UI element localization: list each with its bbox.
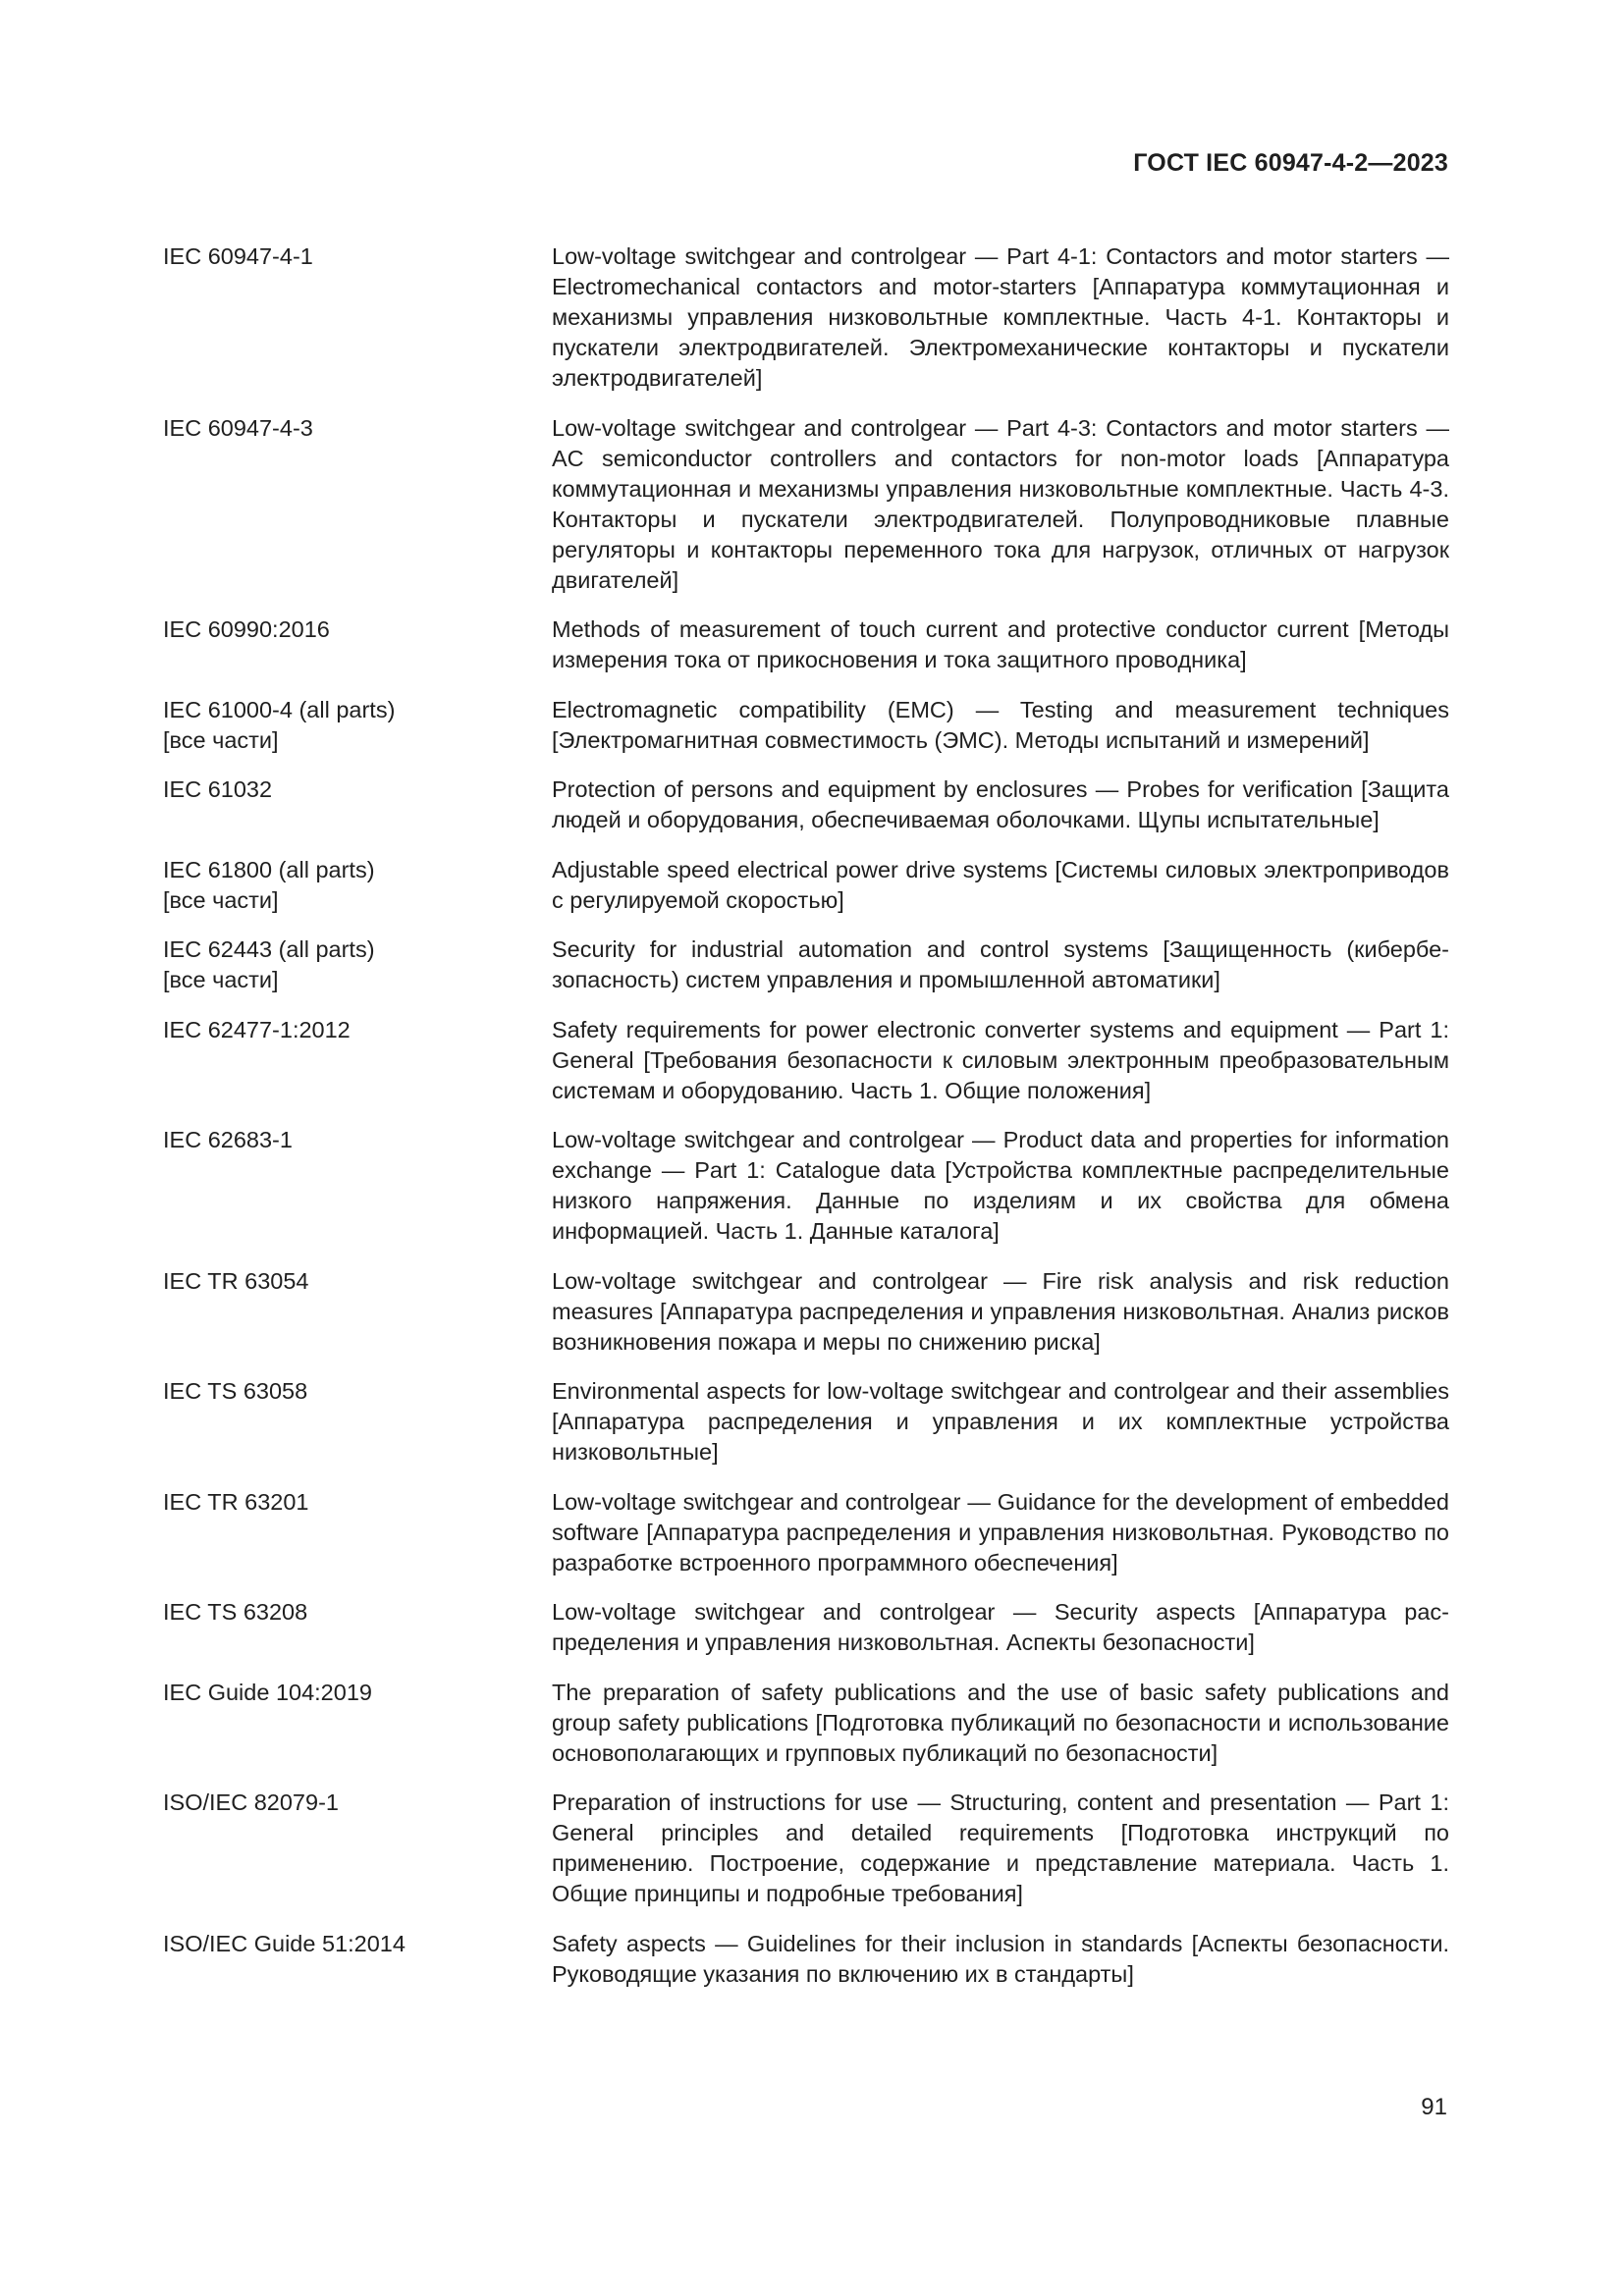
standard-description: The preparation of safety publications and the use of basic safety publications and group safety publications [Подготовка публикаций по безопасности и использование основополагающих и групповых публикаций по безопасности] bbox=[552, 1679, 1449, 1766]
standard-code: IEC 62477-1:2012 bbox=[163, 1016, 351, 1042]
standard-code: IEC 61000-4 (all parts) [все части] bbox=[163, 695, 552, 756]
reference-row bbox=[163, 1266, 1449, 1358]
code-note: [все части] bbox=[163, 967, 279, 992]
standard-code: IEC 62443 (all parts) [все части] bbox=[163, 934, 552, 995]
reference-row bbox=[163, 614, 1449, 675]
standard-description: Low-voltage switchgear and controlgear — Part 4-3: Contactors and motor starters — AC semiconductor controllers and contactors for non-motor loads [Аппаратура коммутационная и механизмы управления низковольтные комплектные. Часть 4-3. Контакторы и пускатели электродвигателей. Полупроводниковые плавные регуляторы и контакторы переменного тока для нагрузок, отличных от нагрузок двигателей] bbox=[552, 414, 1449, 593]
standard-code: IEC 61800 (all parts) [все части] bbox=[163, 855, 552, 916]
standard-description: Low-voltage switchgear and controlgear — Security aspects [Аппаратура распределения и управления низковольтная. Аспекты безопасности] bbox=[552, 1599, 1449, 1655]
standard-code: IEC 60990:2016 bbox=[163, 616, 330, 642]
standard-code: IEC 61032 bbox=[163, 776, 273, 802]
standard-description: Low-voltage switchgear and controlgear — Guidance for the development of embedded software [Аппаратура распределения и управления низковольтная. Руководство по разработке встроенного программного обеспечения] bbox=[552, 1488, 1449, 1575]
standard-code: IEC 60947-4-1 bbox=[163, 243, 313, 269]
standard-description: Protection of persons and equipment by enclosures — Probes for verification [Защита людей и оборудования, обеспечиваемая оболочками. Щупы испытательные] bbox=[552, 776, 1449, 832]
standard-description: Adjustable speed electrical power drive systems [Системы силовых электроприводов с регулируемой скоростью] bbox=[552, 856, 1449, 913]
standard-description: Low-voltage switchgear and controlgear — Product data and properties for information exchange — Part 1: Catalogue data [Устройства комплектные распределительные низкого напряжения. Данные по изделиям и их свойства для обмена информацией. Часть 1. Данные каталога] bbox=[552, 1127, 1449, 1244]
standard-code: IEC 62683-1 bbox=[163, 1127, 293, 1152]
standard-description: Safety aspects — Guidelines for their inclusion in standards [Аспекты безопасности. Руководящие указания по включению их в стандарты] bbox=[552, 1930, 1449, 1987]
standard-code: IEC 60947-4-3 bbox=[163, 414, 313, 441]
reference-row bbox=[163, 1929, 1449, 1990]
standard-code: ISO/IEC 82079-1 bbox=[163, 1789, 339, 1815]
standard-code: IEC Guide 104:2019 bbox=[163, 1679, 372, 1705]
code-note: [все части] bbox=[163, 886, 279, 913]
reference-row bbox=[163, 1015, 1449, 1106]
code-note: [все части] bbox=[163, 726, 279, 753]
reference-row bbox=[163, 695, 1449, 756]
standard-code: IEC TR 63054 bbox=[163, 1267, 309, 1294]
standard-code: ISO/IEC Guide 51:2014 bbox=[163, 1930, 406, 1956]
standard-description: Security for industrial automation and control systems [Защищенность (кибербезопасность) систем управления и промышленной автоматики] bbox=[552, 936, 1449, 992]
reference-row bbox=[163, 1125, 1449, 1247]
reference-row bbox=[163, 1788, 1449, 1909]
standard-code: IEC TS 63058 bbox=[163, 1378, 308, 1404]
standard-description: Environmental aspects for low-voltage switchgear and controlgear and their assemblies [Аппаратура распределения и управления и их комплектные устройства низковольтные] bbox=[552, 1378, 1449, 1465]
standard-description: Preparation of instructions for use — Structuring, content and presentation — Part 1: General principles and detailed requirements [Подготовка инструкций по применению. Построение, содержание и представление материала. Часть 1. Общие принципы и подробные требования] bbox=[552, 1789, 1449, 1906]
reference-row bbox=[163, 1487, 1449, 1578]
reference-row bbox=[163, 1376, 1449, 1468]
standard-description: Electromagnetic compatibility (EMC) — Testing and measurement techniques [Электромагнитная совместимость (ЭМС). Методы испытаний и измерений] bbox=[552, 696, 1449, 753]
document-header: ГОСТ IEC 60947-4-2—2023 bbox=[1133, 149, 1448, 177]
reference-row bbox=[163, 855, 1449, 916]
standard-description: Low-voltage switchgear and controlgear — Part 4-1: Contactors and motor starters — Electromechanical contactors and motor-starters [Аппаратура коммутационная и механизмы управления низковольтные комплектные. Часть 4-1. Контакторы и пускатели электродвигателей. Электромеханические контакторы и пускатели электродвигателей] bbox=[552, 243, 1449, 391]
standard-description: Safety requirements for power electronic converter systems and equipment — Part 1: General [Требования безопасности к силовым электронным преобразовательным системам и оборудованию. Часть 1. Общие положения] bbox=[552, 1016, 1449, 1103]
standard-code: IEC TS 63208 bbox=[163, 1599, 308, 1625]
standard-description: Methods of measurement of touch current and protective conductor current [Методы измерения тока от прикосновения и тока защитного проводника] bbox=[552, 616, 1449, 672]
reference-row bbox=[163, 413, 1449, 596]
standard-code: IEC TR 63201 bbox=[163, 1488, 309, 1515]
references-list bbox=[163, 241, 1449, 2008]
reference-row bbox=[163, 774, 1449, 835]
reference-row bbox=[163, 934, 1449, 995]
standard-description: Low-voltage switchgear and controlgear — Fire risk analysis and risk reduction measures [Аппаратура распределения и управления низковольтная. Анализ рисков возникновения пожара и меры по снижению риска] bbox=[552, 1267, 1449, 1355]
page-number: 91 bbox=[1421, 2094, 1447, 2120]
reference-row bbox=[163, 1678, 1449, 1769]
reference-row bbox=[163, 241, 1449, 394]
reference-row bbox=[163, 1597, 1449, 1658]
